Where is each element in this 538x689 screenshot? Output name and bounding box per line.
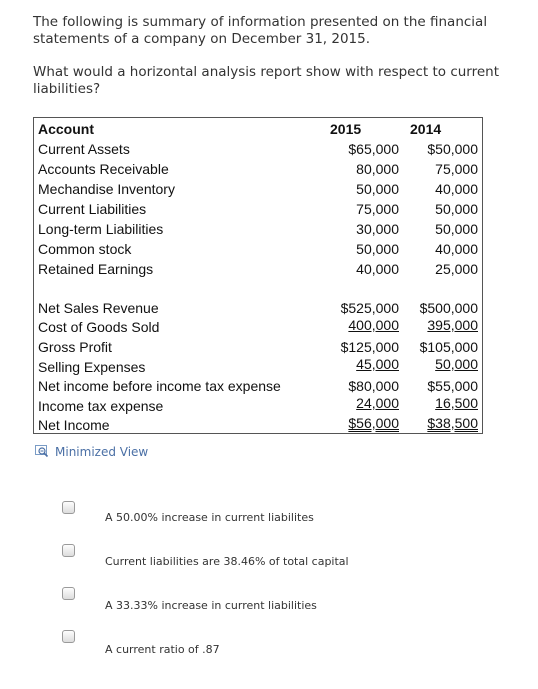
- option-checkbox-3[interactable]: [62, 587, 75, 600]
- row-label: Long-term Liabilities: [38, 221, 164, 237]
- row-2015: 400,000: [348, 317, 399, 333]
- row-2015: 40,000: [356, 261, 399, 277]
- header-2015: 2015: [330, 121, 362, 137]
- row-label: Current Assets: [38, 141, 130, 157]
- row-label: Mechandise Inventory: [38, 181, 175, 197]
- header-account: Account: [38, 121, 94, 137]
- row-2014: 75,000: [435, 161, 478, 177]
- minimized-view-link[interactable]: [35, 445, 148, 459]
- row-2014: $50,000: [427, 141, 478, 157]
- row-label: Net Income: [38, 417, 110, 433]
- row-2014: 50,000: [435, 221, 478, 237]
- row-2015: $125,000: [340, 339, 399, 355]
- row-2015: $525,000: [340, 300, 399, 316]
- row-2015: 50,000: [356, 181, 399, 197]
- row-2015: 45,000: [356, 356, 399, 372]
- row-2014: $500,000: [419, 300, 478, 316]
- row-2014: $105,000: [419, 339, 478, 355]
- option-text-3: A 33.33% increase in current liabilities: [105, 599, 317, 612]
- row-2014: 16,500: [435, 395, 478, 411]
- row-label: Current Liabilities: [38, 201, 147, 217]
- row-2014: 50,000: [435, 201, 478, 217]
- row-2015: 75,000: [356, 201, 399, 217]
- question-prompt: What would a horizontal analysis report show with respect to current liabilities?: [33, 64, 500, 97]
- row-2014: $38,500: [427, 415, 478, 431]
- option-checkbox-2[interactable]: [62, 544, 75, 557]
- row-label: Selling Expenses: [38, 359, 146, 375]
- option-checkbox-4[interactable]: [62, 630, 75, 643]
- row-2015: 30,000: [356, 221, 399, 237]
- row-2015: 50,000: [356, 241, 399, 257]
- row-label: Income tax expense: [38, 398, 164, 414]
- row-2014: 40,000: [435, 241, 478, 257]
- row-2015: 80,000: [356, 161, 399, 177]
- question-intro: The following is summary of information presented on the financial statements of a company on December 31, 2015.: [33, 14, 488, 47]
- row-label: Retained Earnings: [38, 261, 154, 277]
- row-label: Net income before income tax expense: [38, 378, 281, 394]
- row-2014: 395,000: [427, 317, 478, 333]
- row-2015: 24,000: [356, 395, 399, 411]
- row-2014: 25,000: [435, 261, 478, 277]
- row-2015: $80,000: [348, 378, 399, 394]
- header-2014: 2014: [410, 121, 442, 137]
- row-2014: $55,000: [427, 378, 478, 394]
- row-2014: 50,000: [435, 356, 478, 372]
- financial-table: [33, 117, 483, 434]
- row-label: Gross Profit: [38, 339, 112, 355]
- zoom-icon: [35, 445, 50, 459]
- row-label: Accounts Receivable: [38, 161, 169, 177]
- option-checkbox-1[interactable]: [62, 501, 75, 514]
- row-2014: 40,000: [435, 181, 478, 197]
- row-label: Cost of Goods Sold: [38, 319, 160, 335]
- option-text-1: A 50.00% increase in current liabilites: [105, 511, 314, 524]
- row-2015: $65,000: [348, 141, 399, 157]
- minimized-view-label: Minimized View: [55, 445, 149, 459]
- option-text-2: Current liabilities are 38.46% of total capital: [105, 555, 349, 568]
- option-text-4: A current ratio of .87: [105, 643, 220, 656]
- row-2015: $56,000: [348, 415, 399, 431]
- row-label: Net Sales Revenue: [38, 300, 159, 316]
- row-label: Common stock: [38, 241, 132, 257]
